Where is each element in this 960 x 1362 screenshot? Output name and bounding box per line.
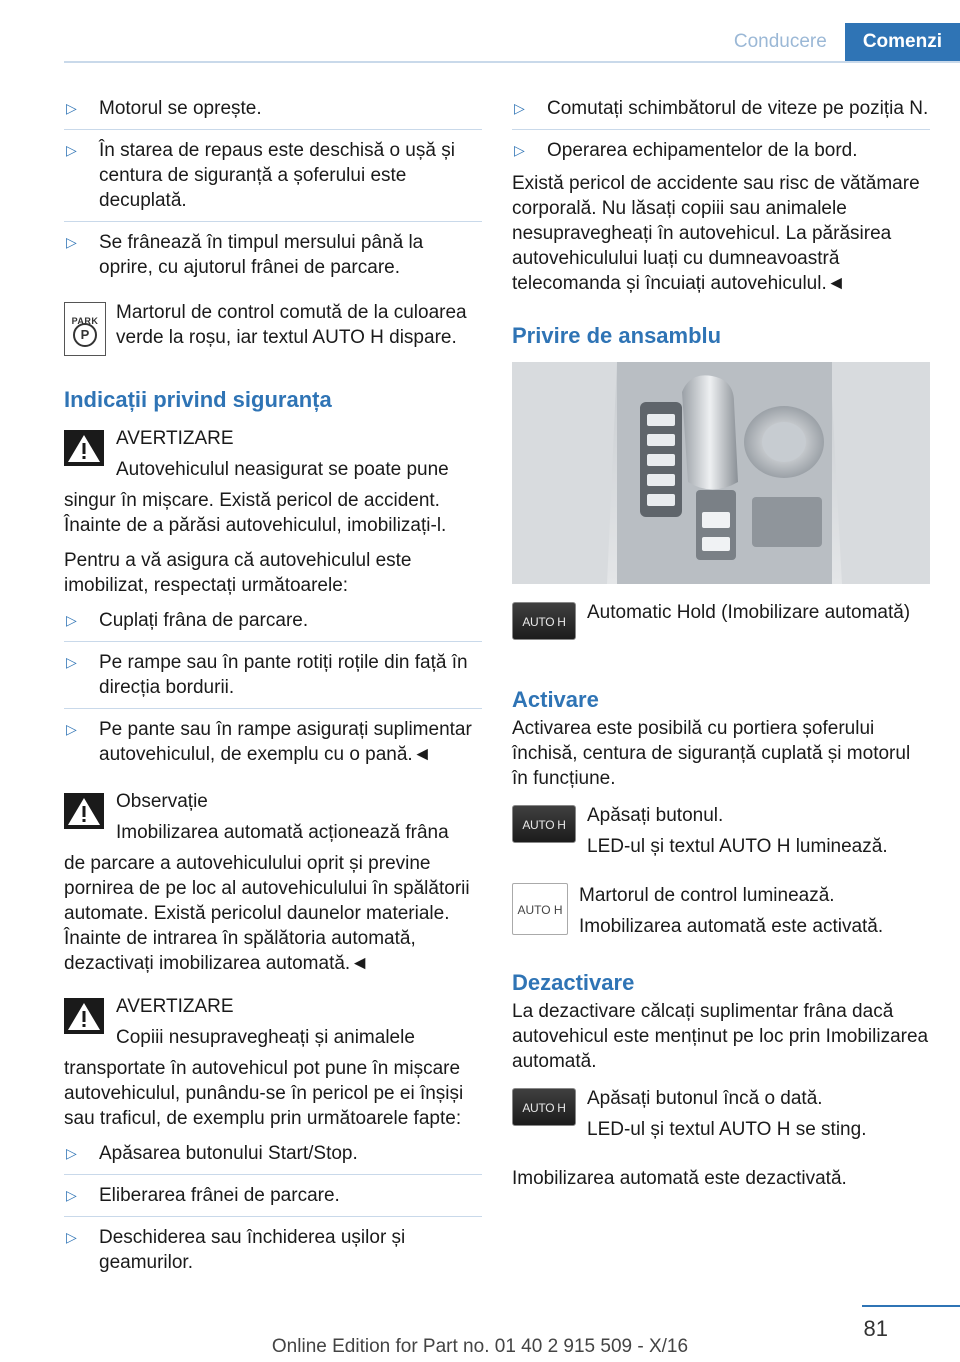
note-label: Observație (116, 791, 208, 812)
list-item: ▷ Pe pante sau în rampe asigurați suplimentar autovehiculul, de exemplu cu o pană.◄ (66, 719, 472, 765)
list-item: ▷ Eliberarea frânei de parcare. (64, 1183, 482, 1217)
tab-comenzi[interactable]: Comenzi (845, 23, 960, 61)
deactivate-heading: Dezactivare (512, 970, 635, 995)
park-indicator-icon: PARK P (64, 302, 106, 356)
activated-text: Imobilizarea automată este activată. (579, 916, 884, 937)
bullet-triangle-icon: ▷ (66, 142, 77, 158)
bullet-triangle-icon: ▷ (66, 234, 77, 250)
list-item: ▷ Se frânează în timpul mersului până la oprire, cu ajutorul frânei de parcare. (66, 232, 424, 278)
list-item: ▷ Motorul se oprește. (64, 96, 482, 130)
danger-paragraph: Există pericol de accidente sau risc de vătămare corporală. Nu lăsați copiii sau animalele nesupravegheați în autovehicul. La părăsirea autovehiculului luați cu dumneavoastră telecomanda și încuiați autovehiculul.◄ (512, 173, 920, 294)
activate-heading: Activare (512, 687, 599, 712)
page-number: 81 (863, 1316, 888, 1341)
warning-body: singur în mișcare. Există pericol de accident. Înainte de a părăsi autovehiculul, imobilizați-l. (64, 490, 447, 536)
activate-step-row (512, 803, 930, 867)
deactivate-step-row (512, 1086, 930, 1150)
park-indicator-text: Martorul de control comută de la culoarea verde la roșu, iar textul AUTO H dispare. (116, 302, 467, 348)
list-item: ▷ Operarea echipamentelor de la bord. (514, 140, 858, 161)
warning-triangle-icon (64, 998, 104, 1034)
list-item: ▷ Comutați schimbătorul de viteze pe poziția N. (512, 96, 930, 130)
bullet-triangle-icon: ▷ (66, 1229, 77, 1245)
center-console-photo (512, 362, 930, 584)
secure-intro: Pentru a vă asigura că autovehiculul este imobilizat, respectați următoarele: (64, 550, 412, 596)
note-triangle-icon (64, 793, 104, 829)
auto-h-indicator-icon: AUTO H (512, 883, 568, 935)
warning-body: transportate în autovehicul pot pune în mișcare autovehiculul, punându-se în pericol pe ei înșiși sau traficul, de exemplu prin următoarele fapte: (64, 1058, 464, 1129)
footer-divider (862, 1305, 960, 1307)
bullet-triangle-icon: ▷ (514, 142, 525, 158)
activate-text: Activarea este posibilă cu portiera șoferului închisă, centura de siguranță cuplată și motorul în funcțiune. (512, 718, 911, 789)
bullet-triangle-icon: ▷ (66, 612, 77, 628)
safety-heading: Indicații privind siguranța (64, 387, 332, 412)
overview-heading: Privire de ansamblu (512, 323, 722, 348)
led-off-text: LED-ul și textul AUTO H se sting. (587, 1119, 867, 1140)
list-item: ▷ Pe rampe sau în pante rotiți roțile din față în direcția bordurii. (64, 650, 482, 709)
bullet-triangle-icon: ▷ (514, 100, 525, 116)
bullet-triangle-icon: ▷ (66, 654, 77, 670)
warning-label: AVERTIZARE (116, 996, 234, 1017)
bullet-triangle-icon: ▷ (66, 100, 77, 116)
warning-title: Copiii nesupravegheați și animalele (116, 1027, 415, 1048)
bullet-triangle-icon: ▷ (66, 1187, 77, 1203)
deactivate-text: La dezactivare călcați suplimentar frâna dacă autovehicul este menținut pe loc prin Imobilizarea automată. (512, 1001, 929, 1072)
warning-triangle-icon (64, 430, 104, 466)
press-again-text: Apăsați butonul încă o dată. (587, 1088, 823, 1109)
warning-title: Autovehiculul neasigurat se poate pune (116, 459, 449, 480)
tab-conducere[interactable]: Conducere (716, 23, 845, 61)
warning-block (64, 994, 482, 1131)
auto-h-button-icon: AUTO H (512, 602, 576, 640)
list-item: ▷ Cuplați frâna de parcare. (64, 608, 482, 642)
warning-block (64, 426, 482, 538)
warning-label: AVERTIZARE (116, 428, 234, 449)
left-column (64, 96, 482, 1283)
note-block (64, 789, 482, 976)
park-indicator-row (64, 300, 482, 364)
bullet-triangle-icon: ▷ (66, 1145, 77, 1161)
header-divider (64, 61, 960, 63)
deactivated-text: Imobilizarea automată este dezactivată. (512, 1168, 847, 1189)
auto-h-button-icon: AUTO H (512, 805, 576, 843)
right-column (512, 96, 930, 1201)
autoh-caption-row (512, 600, 930, 664)
indicator-on-text: Martorul de control luminează. (579, 885, 835, 906)
edition-footer: Online Edition for Part no. 01 40 2 915 509 - X/16 (271, 1336, 689, 1357)
autoh-caption: Automatic Hold (Imobilizare automată) (587, 602, 911, 623)
list-item: ▷ Deschiderea sau închiderea ușilor și geamurilor. (66, 1227, 406, 1273)
led-on-text: LED-ul și textul AUTO H luminează. (587, 836, 888, 857)
bullet-triangle-icon: ▷ (66, 721, 77, 737)
list-item: ▷ În starea de repaus este deschisă o ușă și centura de siguranță a șoferului este decuplată. (64, 138, 482, 222)
list-item: ▷ Apăsarea butonului Start/Stop. (64, 1141, 482, 1175)
indicator-row (512, 883, 930, 947)
note-title: Imobilizarea automată acționează frâna (116, 822, 449, 843)
header-tabs (716, 23, 960, 61)
note-body: de parcare a autovehiculului oprit și previne pornirea de pe loc al autovehiculului în spălătorii automate. Există pericolul daunelor materiale. Înainte de intrarea în spălătoria automată, dezactivați imobilizarea automată.◄ (64, 853, 470, 974)
press-button-text: Apăsați butonul. (587, 805, 724, 826)
auto-h-button-icon: AUTO H (512, 1088, 576, 1126)
